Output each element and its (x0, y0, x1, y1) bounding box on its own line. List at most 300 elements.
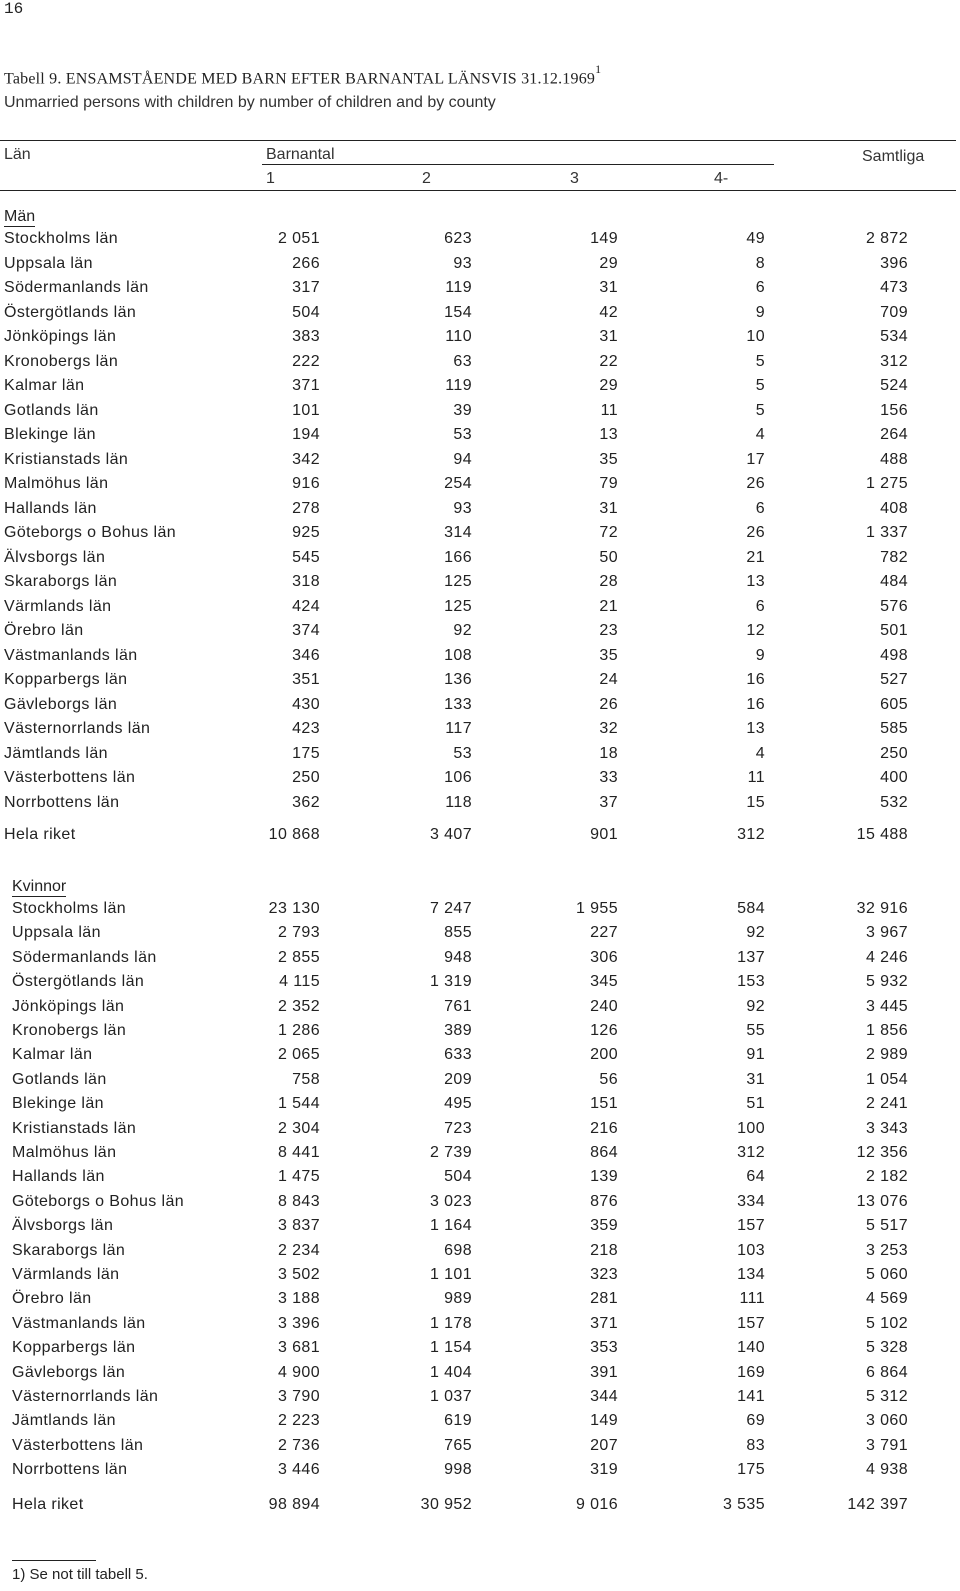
children-4-plus: 312 (737, 1144, 765, 1161)
children-1: 278 (292, 499, 320, 517)
total-all: 1 856 (865, 1022, 908, 1039)
children-3: 26 (599, 695, 618, 713)
children-1: 2 793 (277, 924, 320, 942)
total-all: 3 060 (865, 1412, 908, 1430)
county-name: Jämtlands län (4, 744, 108, 762)
county-name: Älvsborgs län (12, 1217, 114, 1235)
children-1: 383 (292, 328, 320, 345)
table-row (0, 377, 960, 401)
county-name: Kalmar län (4, 377, 85, 394)
county-name: Skaraborgs län (12, 1241, 126, 1259)
children-2: 314 (444, 524, 472, 541)
header-lan: Län (4, 146, 31, 163)
county-name: Värmlands län (4, 597, 112, 615)
table-row (0, 1046, 960, 1070)
children-1: 371 (292, 377, 320, 394)
county-name: Kopparbergs län (4, 671, 128, 688)
total-all: 3 791 (865, 1436, 908, 1454)
county-name: Södermanlands län (4, 279, 149, 296)
children-2: 53 (453, 744, 472, 762)
county-name: Malmöhus län (4, 475, 109, 492)
children-3: 353 (590, 1339, 618, 1357)
header-col-3: 3 (570, 170, 579, 187)
total-all: 32 916 (856, 900, 908, 917)
children-2: 63 (453, 352, 472, 370)
children-1: 3 837 (277, 1217, 320, 1235)
county-name: Västerbottens län (4, 769, 136, 786)
children-1: 2 223 (277, 1412, 320, 1430)
table-row (0, 1144, 960, 1168)
table-row (0, 549, 960, 573)
total-all: 527 (880, 671, 908, 688)
children-2: 119 (445, 377, 472, 394)
total-all: 250 (880, 744, 908, 762)
table-total-row (0, 1496, 960, 1520)
table-row (0, 900, 960, 924)
header-samtliga: Samtliga (862, 148, 925, 165)
children-1: 318 (292, 573, 320, 590)
children-2: 765 (444, 1436, 472, 1454)
total-all: 5 060 (865, 1266, 908, 1283)
total-all: 576 (880, 597, 908, 615)
children-1: 916 (292, 475, 320, 492)
total-all: 524 (880, 377, 908, 394)
county-name: Stockholms län (12, 900, 127, 917)
children-1: 194 (292, 426, 320, 443)
children-4-plus: 5 (755, 377, 765, 394)
children-4-plus: 6 (755, 279, 765, 296)
children-4-plus: 55 (746, 1022, 765, 1039)
county-name: Jönköpings län (12, 997, 125, 1015)
total-all: 13 076 (856, 1192, 908, 1210)
children-1: 1 475 (277, 1168, 320, 1186)
total-all: 2 182 (865, 1168, 908, 1186)
section-women-label: Kvinnor (12, 878, 67, 895)
children-4-plus: 10 (746, 328, 765, 345)
county-name: Göteborgs o Bohus län (12, 1192, 185, 1210)
total-all: 5 517 (865, 1217, 908, 1235)
table-row (0, 924, 960, 948)
table-row (0, 622, 960, 646)
table-title-text: Tabell 9. ENSAMSTÅENDE MED BARN EFTER BARNANTAL LÄNSVIS 31.12.1969 (4, 70, 596, 88)
total-all: 400 (880, 769, 908, 786)
children-1: 10 868 (268, 826, 320, 843)
table-row (0, 1071, 960, 1095)
children-1: 430 (292, 695, 320, 713)
header-barnantal: Barnantal (266, 146, 335, 163)
table-row (0, 949, 960, 973)
footnote-rule (12, 1560, 96, 1561)
children-2: 133 (444, 695, 472, 713)
barnantal-rule (262, 164, 774, 165)
children-4-plus: 13 (746, 573, 765, 590)
table-row (0, 1120, 960, 1144)
children-3: 56 (599, 1070, 618, 1088)
children-2: 117 (445, 720, 472, 737)
county-name: Hallands län (12, 1168, 105, 1186)
table-row (0, 647, 960, 671)
children-3: 72 (599, 524, 618, 541)
children-2: 761 (444, 997, 472, 1015)
table-row (0, 1388, 960, 1412)
children-2: 93 (453, 499, 472, 517)
children-4-plus: 49 (746, 230, 765, 247)
county-name: Stockholms län (4, 230, 119, 247)
children-1: 3 681 (277, 1339, 320, 1357)
county-name: Västernorrlands län (12, 1388, 159, 1405)
table-row (0, 475, 960, 499)
county-name: Östergötlands län (12, 973, 145, 991)
children-1: 758 (292, 1070, 320, 1088)
children-2: 1 037 (429, 1388, 472, 1405)
children-4-plus: 137 (737, 948, 765, 966)
table-row (0, 230, 960, 254)
children-3: 139 (590, 1168, 618, 1186)
total-all: 408 (880, 499, 908, 517)
table-row (0, 1242, 960, 1266)
children-2: 108 (444, 646, 472, 664)
total-all: 488 (880, 450, 908, 468)
children-3: 216 (590, 1119, 618, 1137)
total-all: 4 246 (865, 948, 908, 966)
total-all: 2 241 (865, 1095, 908, 1113)
total-all: 15 488 (856, 826, 908, 843)
county-name: Blekinge län (12, 1095, 104, 1113)
children-1: 1 544 (277, 1095, 320, 1113)
children-3: 32 (599, 720, 618, 737)
children-3: 28 (599, 573, 618, 590)
county-name: Jönköpings län (4, 328, 117, 345)
children-4-plus: 11 (747, 769, 765, 786)
children-3: 22 (599, 352, 618, 370)
children-2: 92 (453, 622, 472, 639)
total-all: 1 275 (865, 475, 908, 492)
county-name: Kronobergs län (4, 352, 119, 370)
table-row (0, 1461, 960, 1485)
children-4-plus: 111 (739, 1290, 765, 1308)
children-3: 79 (599, 475, 618, 492)
children-4-plus: 83 (746, 1436, 765, 1454)
county-name: Hela riket (4, 826, 76, 843)
total-all: 534 (880, 328, 908, 345)
children-3: 149 (590, 230, 618, 247)
children-2: 723 (444, 1119, 472, 1137)
table-row (0, 1217, 960, 1241)
children-3: 42 (599, 303, 618, 321)
children-3: 319 (590, 1461, 618, 1479)
total-all: 532 (880, 793, 908, 811)
table-row (0, 973, 960, 997)
county-name: Älvsborgs län (4, 548, 106, 566)
children-1: 2 304 (277, 1119, 320, 1137)
children-2: 53 (453, 426, 472, 443)
header-col-1: 1 (266, 170, 275, 187)
total-all: 396 (880, 254, 908, 272)
children-1: 101 (292, 401, 320, 419)
county-name: Kalmar län (12, 1046, 93, 1064)
children-1: 2 736 (277, 1436, 320, 1454)
children-2: 119 (445, 279, 472, 296)
total-all: 3 445 (865, 997, 908, 1015)
children-2: 619 (444, 1412, 472, 1430)
total-all: 5 312 (865, 1388, 908, 1405)
children-2: 998 (444, 1461, 472, 1479)
children-4-plus: 175 (737, 1461, 765, 1479)
children-2: 209 (444, 1070, 472, 1088)
children-2: 154 (444, 303, 472, 321)
county-name: Gotlands län (4, 401, 99, 419)
children-4-plus: 100 (737, 1119, 765, 1137)
county-name: Göteborgs o Bohus län (4, 524, 177, 541)
children-3: 240 (590, 997, 618, 1015)
children-4-plus: 157 (737, 1217, 765, 1235)
table-row (0, 328, 960, 352)
county-name: Malmöhus län (12, 1144, 117, 1161)
children-3: 359 (590, 1217, 618, 1235)
county-name: Västmanlands län (4, 646, 138, 664)
children-3: 1 955 (575, 900, 618, 917)
total-all: 4 938 (865, 1461, 908, 1479)
children-2: 110 (445, 328, 472, 345)
children-2: 698 (444, 1241, 472, 1259)
children-1: 362 (292, 793, 320, 811)
children-4-plus: 12 (746, 622, 765, 639)
children-1: 222 (292, 352, 320, 370)
total-all: 4 569 (865, 1290, 908, 1308)
children-2: 495 (444, 1095, 472, 1113)
children-3: 31 (599, 328, 618, 345)
top-rule (0, 140, 956, 141)
children-4-plus: 157 (737, 1314, 765, 1332)
children-4-plus: 5 (755, 401, 765, 419)
children-1: 423 (292, 720, 320, 737)
county-name: Örebro län (4, 622, 84, 639)
county-name: Norrbottens län (12, 1461, 128, 1479)
table-row (0, 1339, 960, 1363)
table-row (0, 1315, 960, 1339)
children-1: 2 855 (277, 948, 320, 966)
total-all: 6 864 (865, 1363, 908, 1381)
county-name: Kronobergs län (12, 1022, 127, 1039)
county-name: Blekinge län (4, 426, 96, 443)
children-1: 317 (292, 279, 320, 296)
children-3: 306 (590, 948, 618, 966)
children-1: 4 115 (279, 973, 320, 991)
children-3: 149 (590, 1412, 618, 1430)
children-3: 24 (599, 671, 618, 688)
total-all: 498 (880, 646, 908, 664)
total-all: 473 (880, 279, 908, 296)
children-2: 1 154 (429, 1339, 472, 1357)
children-4-plus: 9 (755, 646, 765, 664)
table-total-row (0, 826, 960, 850)
children-3: 227 (590, 924, 618, 942)
children-4-plus: 334 (737, 1192, 765, 1210)
children-4-plus: 31 (746, 1070, 765, 1088)
children-3: 281 (590, 1290, 618, 1308)
children-1: 351 (292, 671, 320, 688)
children-4-plus: 4 (755, 426, 765, 443)
total-all: 605 (880, 695, 908, 713)
children-4-plus: 140 (737, 1339, 765, 1357)
table-row (0, 1290, 960, 1314)
table-row (0, 426, 960, 450)
children-1: 8 843 (277, 1192, 320, 1210)
children-4-plus: 26 (746, 524, 765, 541)
children-4-plus: 153 (737, 973, 765, 991)
table-row (0, 353, 960, 377)
children-3: 9 016 (575, 1496, 618, 1513)
children-4-plus: 51 (746, 1095, 765, 1113)
children-4-plus: 21 (746, 548, 765, 566)
children-4-plus: 92 (746, 997, 765, 1015)
county-name: Jämtlands län (12, 1412, 116, 1430)
total-all: 1 054 (865, 1070, 908, 1088)
children-3: 11 (600, 401, 618, 419)
children-3: 29 (599, 254, 618, 272)
total-all: 142 397 (847, 1496, 908, 1513)
children-1: 424 (292, 597, 320, 615)
county-name: Västerbottens län (12, 1436, 144, 1454)
table-row (0, 279, 960, 303)
children-3: 864 (590, 1144, 618, 1161)
table-row (0, 304, 960, 328)
children-3: 31 (599, 279, 618, 296)
children-4-plus: 91 (746, 1046, 765, 1064)
children-1: 3 396 (277, 1314, 320, 1332)
table-row (0, 1412, 960, 1436)
children-4-plus: 103 (737, 1241, 765, 1259)
table-row (0, 1364, 960, 1388)
children-3: 391 (590, 1363, 618, 1381)
children-2: 3 023 (429, 1192, 472, 1210)
total-all: 2 872 (865, 230, 908, 247)
total-all: 3 967 (865, 924, 908, 942)
total-all: 5 932 (865, 973, 908, 991)
children-4-plus: 584 (737, 900, 765, 917)
children-3: 23 (599, 622, 618, 639)
table-row (0, 1022, 960, 1046)
children-2: 118 (445, 793, 472, 811)
total-all: 312 (880, 352, 908, 370)
children-2: 30 952 (420, 1496, 472, 1513)
children-2: 989 (444, 1290, 472, 1308)
total-all: 501 (880, 622, 908, 639)
table-row (0, 524, 960, 548)
children-3: 37 (599, 793, 618, 811)
table-row (0, 451, 960, 475)
children-1: 374 (292, 622, 320, 639)
table-row (0, 402, 960, 426)
table-row (0, 794, 960, 818)
children-4-plus: 15 (746, 793, 765, 811)
children-1: 2 065 (277, 1046, 320, 1064)
children-4-plus: 5 (755, 352, 765, 370)
children-4-plus: 13 (746, 720, 765, 737)
children-1: 2 352 (277, 997, 320, 1015)
county-name: Örebro län (12, 1290, 92, 1308)
table-row (0, 255, 960, 279)
children-1: 2 051 (277, 230, 320, 247)
children-4-plus: 8 (755, 254, 765, 272)
children-2: 106 (444, 769, 472, 786)
children-3: 18 (599, 744, 618, 762)
children-1: 3 790 (277, 1388, 320, 1405)
children-4-plus: 169 (737, 1363, 765, 1381)
children-1: 504 (292, 303, 320, 321)
table-row (0, 598, 960, 622)
table-row (0, 998, 960, 1022)
children-4-plus: 6 (755, 499, 765, 517)
children-2: 855 (444, 924, 472, 942)
total-all: 484 (880, 573, 908, 590)
county-name: Hela riket (12, 1496, 84, 1513)
county-name: Västmanlands län (12, 1314, 146, 1332)
county-name: Gävleborgs län (12, 1363, 126, 1381)
children-2: 948 (444, 948, 472, 966)
children-3: 126 (590, 1022, 618, 1039)
total-all: 709 (880, 303, 908, 321)
children-2: 1 404 (429, 1363, 472, 1381)
county-name: Uppsala län (4, 254, 93, 272)
children-4-plus: 17 (746, 450, 765, 468)
children-2: 2 739 (429, 1144, 472, 1161)
children-3: 35 (599, 450, 618, 468)
children-1: 175 (292, 744, 320, 762)
header-col-4: 4- (714, 170, 729, 187)
children-3: 323 (590, 1266, 618, 1283)
children-2: 1 164 (429, 1217, 472, 1235)
children-2: 504 (444, 1168, 472, 1186)
total-all: 264 (880, 426, 908, 443)
table-row (0, 769, 960, 793)
total-all: 156 (880, 401, 908, 419)
children-1: 3 446 (277, 1461, 320, 1479)
children-3: 901 (590, 826, 618, 843)
county-name: Västernorrlands län (4, 720, 151, 737)
table-row (0, 1437, 960, 1461)
county-name: Kopparbergs län (12, 1339, 136, 1357)
children-3: 371 (590, 1314, 618, 1332)
children-4-plus: 141 (737, 1388, 765, 1405)
table-row (0, 1266, 960, 1290)
children-2: 7 247 (429, 900, 472, 917)
children-3: 218 (590, 1241, 618, 1259)
children-1: 342 (292, 450, 320, 468)
children-2: 623 (444, 230, 472, 247)
children-4-plus: 26 (746, 475, 765, 492)
children-2: 1 319 (429, 973, 472, 991)
children-3: 207 (590, 1436, 618, 1454)
total-all: 3 343 (865, 1119, 908, 1137)
footnote: 1) Se not till tabell 5. (12, 1566, 148, 1583)
children-2: 94 (453, 450, 472, 468)
children-1: 545 (292, 548, 320, 566)
children-3: 876 (590, 1192, 618, 1210)
children-2: 93 (453, 254, 472, 272)
header-bottom-rule (0, 190, 956, 191)
children-4-plus: 4 (755, 744, 765, 762)
children-3: 200 (590, 1046, 618, 1064)
children-1: 250 (292, 769, 320, 786)
table-row (0, 1168, 960, 1192)
children-1: 3 188 (277, 1290, 320, 1308)
table-title (4, 62, 602, 88)
children-1: 1 286 (277, 1022, 320, 1039)
table-subtitle: Unmarried persons with children by number of children and by county (4, 94, 496, 111)
children-4-plus: 16 (746, 695, 765, 713)
county-name: Norrbottens län (4, 793, 120, 811)
